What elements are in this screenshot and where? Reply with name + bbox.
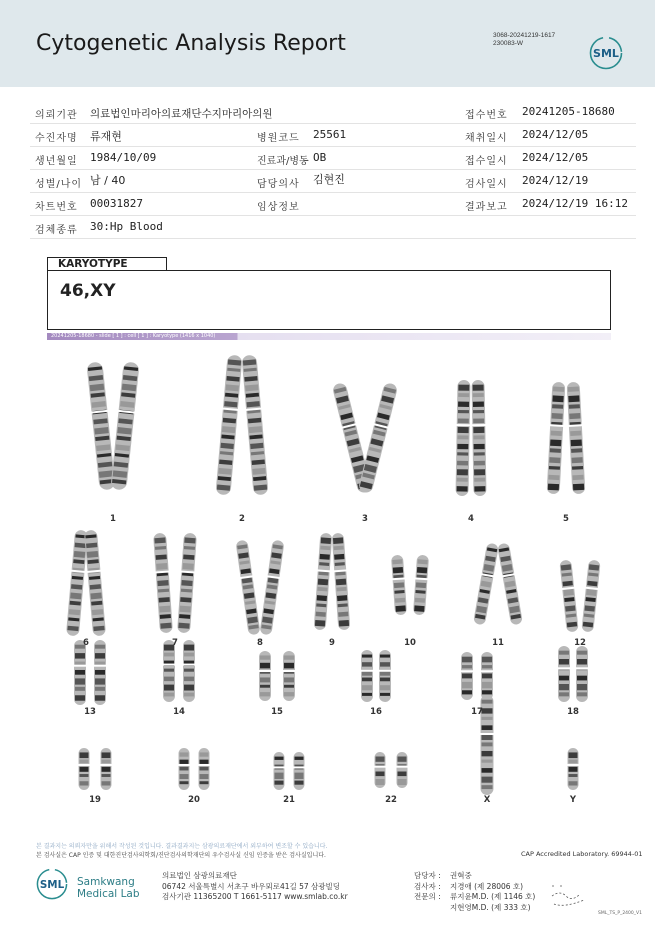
staff-value: 권혁중 bbox=[450, 871, 472, 880]
chromosome bbox=[580, 559, 601, 632]
staff-value: 류지윤M.D. (제 1146 호) bbox=[450, 892, 536, 901]
chromosome bbox=[374, 752, 387, 788]
chromosome-label: 4 bbox=[468, 514, 474, 524]
chromosome-pair bbox=[65, 530, 107, 637]
chromosome bbox=[258, 651, 272, 701]
chromosome bbox=[546, 382, 567, 495]
chromosome bbox=[575, 646, 589, 702]
chromosome bbox=[378, 650, 392, 702]
chromosome bbox=[390, 555, 408, 616]
chromosome-pair bbox=[472, 542, 524, 625]
chromosome bbox=[454, 380, 471, 496]
hospital-code: 25561 bbox=[313, 128, 347, 141]
chromosome-label: 13 bbox=[84, 707, 96, 717]
chromosome-label: 15 bbox=[271, 707, 283, 717]
test-date-label: 검사일시 bbox=[465, 179, 508, 190]
requesting-institution-label: 의뢰기관 bbox=[35, 110, 78, 121]
chromosome bbox=[496, 542, 524, 625]
chromosome bbox=[412, 555, 430, 616]
chromosome-pair bbox=[313, 533, 352, 631]
chromosome-label: 22 bbox=[385, 795, 397, 805]
karyotype-tab: KARYOTYPE bbox=[47, 257, 167, 270]
chromosome-label: 19 bbox=[89, 795, 101, 805]
physician: 김현진 bbox=[313, 173, 345, 186]
staff-label: 전문의 : bbox=[414, 892, 441, 901]
chromosome-pair bbox=[73, 640, 107, 705]
chromosome bbox=[152, 533, 174, 634]
report-code-line1: 3068-20241219-1617 bbox=[493, 32, 556, 39]
chromosome-pair bbox=[557, 646, 589, 702]
dob-label: 생년월일 bbox=[35, 156, 78, 167]
chromosome-label: 18 bbox=[567, 707, 579, 717]
karyotype-result: 46,XY bbox=[60, 281, 116, 301]
chromosome bbox=[331, 533, 352, 631]
chromosome bbox=[258, 539, 285, 635]
chromosome-pair bbox=[178, 748, 211, 790]
receipt-date-label: 접수일시 bbox=[465, 156, 508, 167]
receipt-no: 20241205-18680 bbox=[522, 105, 615, 118]
sml-logo-text: SML bbox=[593, 47, 619, 60]
sex-age: 남 / 40 bbox=[90, 174, 126, 187]
chromosome-pair bbox=[390, 555, 430, 616]
chromosome bbox=[360, 650, 374, 702]
specimen-label: 검체종류 bbox=[35, 225, 78, 236]
chromosome-pair bbox=[152, 533, 198, 634]
chromosome bbox=[214, 355, 243, 496]
chromosome bbox=[460, 652, 474, 700]
chromosome-label: 9 bbox=[329, 638, 335, 648]
patient-name: 류재현 bbox=[90, 130, 122, 143]
footer-brand bbox=[77, 876, 140, 900]
cap-accreditation: CAP Accredited Laboratory. 69944-01 bbox=[521, 850, 643, 858]
staff-label: 검사자 : bbox=[414, 881, 441, 891]
chromosome bbox=[282, 651, 296, 701]
chromosome-pair bbox=[374, 752, 409, 788]
collection-date: 2024/12/05 bbox=[522, 128, 589, 141]
chromosome bbox=[470, 380, 487, 496]
chromosome bbox=[567, 748, 580, 790]
chromosome bbox=[198, 748, 211, 790]
chromosome bbox=[178, 748, 191, 790]
chromosome-pair bbox=[78, 748, 113, 790]
org-name: 의료법인 삼광의료재단 bbox=[162, 871, 237, 880]
report-code-line2: 230083-W bbox=[493, 40, 523, 47]
signature-icon bbox=[550, 880, 590, 910]
department: OB bbox=[313, 151, 327, 164]
department-label: 진료과/병동 bbox=[257, 156, 309, 167]
chromosome-pair bbox=[162, 640, 196, 702]
chart-no-label: 차트번호 bbox=[35, 202, 78, 213]
chromosome bbox=[566, 382, 587, 495]
report-title: Cytogenetic Analysis Report bbox=[36, 31, 346, 56]
chromosome-label: 21 bbox=[283, 795, 295, 805]
receipt-no-label: 접수번호 bbox=[465, 110, 508, 121]
chromosome-label: 17 bbox=[471, 707, 483, 717]
chromosome-label: 14 bbox=[173, 707, 185, 717]
chromosome bbox=[100, 748, 113, 790]
test-date: 2024/12/19 bbox=[522, 174, 589, 187]
chromosome bbox=[357, 382, 400, 495]
chromosome-label: 16 bbox=[370, 707, 382, 717]
chromosome bbox=[472, 542, 500, 625]
report-date: 2024/12/19 16:12 bbox=[522, 197, 628, 210]
chromosome-pair bbox=[234, 539, 285, 635]
chromosome bbox=[234, 539, 261, 635]
sml-footer-logo-icon bbox=[36, 868, 68, 900]
accreditation-note: 본 검사실은 CAP 인증 및 대한진단검사의학회/진단검사의학재단의 우수검사실 신임 인증을 받은 검사실입니다. bbox=[36, 852, 326, 859]
chromosome bbox=[557, 646, 571, 702]
brand-line2: Medical Lab bbox=[77, 888, 140, 900]
chromosome bbox=[109, 361, 140, 490]
chromosome-label: 3 bbox=[362, 514, 368, 524]
chromosome-pair bbox=[460, 652, 494, 700]
form-code: SML_TS_P_2400_V1 bbox=[598, 911, 642, 916]
chromosome bbox=[396, 752, 409, 788]
chromosome-pair bbox=[258, 651, 296, 701]
dob: 1984/10/09 bbox=[90, 151, 157, 164]
chromosome-label: 6 bbox=[83, 638, 89, 648]
chromosome-label: 7 bbox=[172, 638, 178, 648]
sml-footer-logo-text: SML bbox=[39, 878, 65, 891]
chromosome-pair bbox=[360, 650, 392, 702]
org-address: 06742 서울특별시 서초구 바우뫼로41길 57 삼광빌딩 bbox=[162, 881, 341, 891]
chromosome bbox=[78, 748, 91, 790]
chromosome-pair bbox=[214, 355, 269, 496]
staff-value: 지경애 (제 28006 호) bbox=[450, 881, 524, 891]
chromosome-label: Y bbox=[569, 795, 577, 805]
chart-no: 00031827 bbox=[90, 197, 143, 210]
chromosome bbox=[182, 640, 196, 702]
chromosome-pair bbox=[273, 752, 306, 790]
chromosome bbox=[293, 752, 306, 790]
chromosome bbox=[480, 652, 494, 700]
report-date-label: 결과보고 bbox=[465, 202, 508, 213]
chromosome-label: 12 bbox=[574, 638, 586, 648]
chromosome bbox=[240, 355, 269, 496]
chromosome-pair bbox=[558, 559, 601, 632]
receipt-date: 2024/12/05 bbox=[522, 151, 589, 164]
chromosome bbox=[273, 752, 286, 790]
clinical-info-label: 임상정보 bbox=[257, 202, 300, 213]
chromosome-label: 11 bbox=[492, 638, 504, 648]
chromosome-pair bbox=[454, 380, 487, 496]
chromosome-label: X bbox=[483, 795, 491, 805]
footer-organization bbox=[162, 871, 348, 903]
chromosome bbox=[313, 533, 334, 631]
disclaimer-note: 본 결과지는 의뢰자만을 위해서 작성된 것입니다. 결과결과지는 삼광의료재단에서 외부하여 변조할 수 있습니다. bbox=[36, 843, 328, 850]
chromosome bbox=[73, 640, 87, 705]
requesting-institution: 의료법인마리아의료재단수지마리아의원 bbox=[90, 108, 273, 120]
staff-label: 담당자 : bbox=[414, 871, 441, 880]
chromosome bbox=[558, 559, 579, 632]
chromosome bbox=[176, 533, 198, 634]
patient-name-label: 수진자명 bbox=[35, 133, 78, 144]
specimen: 30:Hp Blood bbox=[90, 220, 163, 233]
chromosome-label: 2 bbox=[239, 514, 245, 524]
chromosome-label: 10 bbox=[404, 638, 416, 648]
chromosome bbox=[83, 530, 107, 637]
hospital-code-label: 병원코드 bbox=[257, 133, 300, 144]
chromosome-label: 20 bbox=[188, 795, 200, 805]
sex-age-label: 성별/나이 bbox=[35, 179, 83, 190]
staff-value: 지현영M.D. (제 333 호) bbox=[450, 902, 531, 912]
chromosome bbox=[85, 361, 116, 490]
chromosome-label: 8 bbox=[257, 638, 263, 648]
brand-line1: Samkwang bbox=[77, 876, 135, 888]
chromosome bbox=[93, 640, 107, 705]
karyogram-caption: 20241205-18680 - slide [ 1 ] : cell [ 1 ] : Karyotype (1416 x 1040) bbox=[47, 333, 611, 340]
chromosome bbox=[162, 640, 176, 702]
chromosome-pair bbox=[567, 748, 580, 790]
chromosome-pair bbox=[331, 382, 400, 495]
chromosome-pair bbox=[546, 382, 587, 495]
chromosome-label: 1 bbox=[110, 514, 116, 524]
chromosome-label: 5 bbox=[563, 514, 569, 524]
chromosome-pair bbox=[85, 361, 140, 490]
physician-label: 담당의사 bbox=[257, 179, 300, 190]
org-contact: 검사기관 11365200 T 1661-5117 www.smlab.co.kr bbox=[162, 892, 348, 901]
collection-date-label: 채취일시 bbox=[465, 133, 508, 144]
